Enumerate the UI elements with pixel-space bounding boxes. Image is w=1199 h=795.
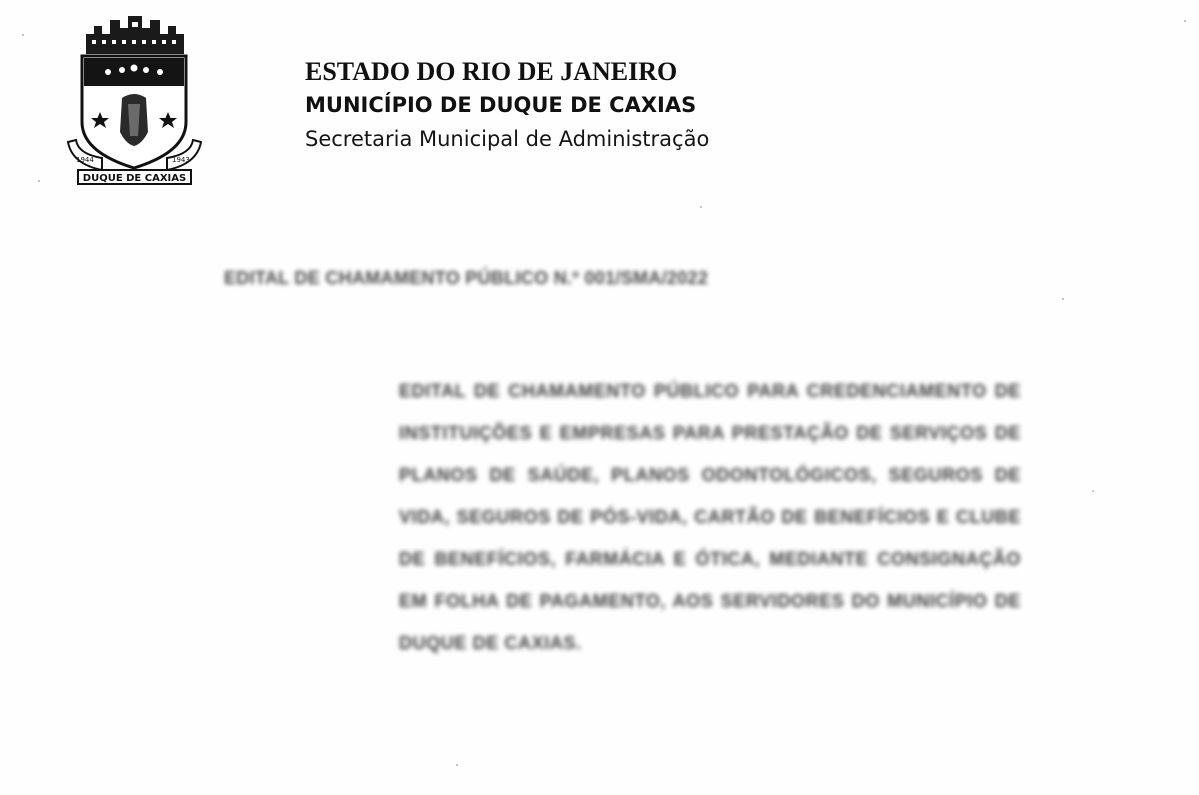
scan-speck: [38, 180, 40, 182]
scan-speck: [1184, 20, 1186, 22]
state-name: ESTADO DO RIO DE JANEIRO: [305, 57, 678, 86]
crest-banner-text: DUQUE DE CAXIAS: [82, 173, 187, 184]
municipality-name: MUNICÍPIO DE DUQUE DE CAXIAS: [305, 93, 697, 117]
document-summary: EDITAL DE CHAMAMENTO PÚBLICO PARA CREDENCIAMENTO DE INSTITUIÇÕES E EMPRESAS PARA PRESTAÇÃO DE SERVIÇOS DE PLANOS DE SAÚDE, PLANOS ODONTOLÓGICOS, SEGUROS DE VIDA, SEGUROS DE PÓS-VIDA, CARTÃO DE BENEFÍCIOS E CLUBE DE BENEFÍCIOS, FARMÁCIA E ÓTICA, MEDIANTE CONSIGNAÇÃO EM FOLHA DE PAGAMENTO, AOS SERVIDORES DO MUNICÍPIO DE DUQUE DE CAXIAS.: [399, 381, 1021, 653]
scan-speck: [1062, 298, 1064, 300]
scan-speck: [456, 764, 458, 766]
scan-speck: [700, 206, 702, 208]
scan-speck: [22, 34, 24, 36]
crest-year-left: 1944: [76, 156, 94, 164]
municipal-coat-of-arms: [62, 12, 207, 187]
scan-speck: [1092, 490, 1094, 492]
crest-year-right: 1943: [172, 156, 190, 164]
letterhead: [62, 12, 822, 187]
letterhead-text: [305, 56, 825, 156]
document-title: EDITAL DE CHAMAMENTO PÚBLICO N.º 001/SMA/2022: [224, 268, 709, 288]
secretariat-name: Secretaria Municipal de Administração: [305, 127, 710, 151]
